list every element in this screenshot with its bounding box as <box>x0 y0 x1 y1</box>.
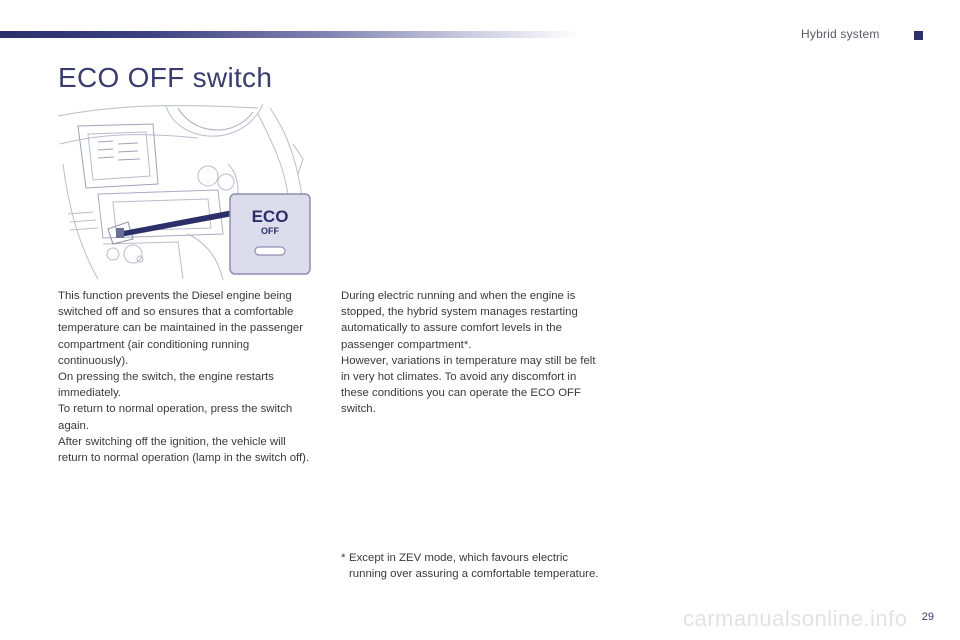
footnote-marker: * <box>341 552 346 564</box>
switch-label-eco: ECO <box>251 207 289 226</box>
paragraph: After switching off the ignition, the vehicle will return to normal operation (lamp in the switch off). <box>58 435 310 465</box>
right-column <box>341 288 603 418</box>
switch-lamp <box>255 247 285 255</box>
section-title: Hybrid system <box>801 27 880 41</box>
dashboard-illustration <box>58 104 318 280</box>
watermark: carmanualsonline.info <box>683 606 908 631</box>
paragraph: However, variations in temperature may still be felt in very hot climates. To avoid any discomfort in these conditions you can operate the ECO OFF switch. <box>341 354 596 416</box>
header-gradient-bar <box>0 31 580 38</box>
paragraph: During electric running and when the engine is stopped, the hybrid system manages restarting automatically to assure comfort levels in the passenger compartment*. <box>341 290 578 351</box>
left-column <box>58 288 318 466</box>
switch-label-off: OFF <box>261 226 279 236</box>
page-number: 29 <box>921 611 934 623</box>
paragraph: This function prevents the Diesel engine being switched off and so ensures that a comfortable temperature can be maintained in the passenger compartment (air conditioning running continuously). <box>58 290 304 367</box>
page-title: ECO OFF switch <box>58 62 273 93</box>
paragraph: To return to normal operation, press the switch again. <box>58 403 293 432</box>
footnote-text: Except in ZEV mode, which favours electric running over assuring a comfortable temperature. <box>349 552 599 581</box>
paragraph: On pressing the switch, the engine restarts immediately. <box>58 371 274 400</box>
section-marker <box>914 31 923 40</box>
footnote <box>341 550 603 582</box>
